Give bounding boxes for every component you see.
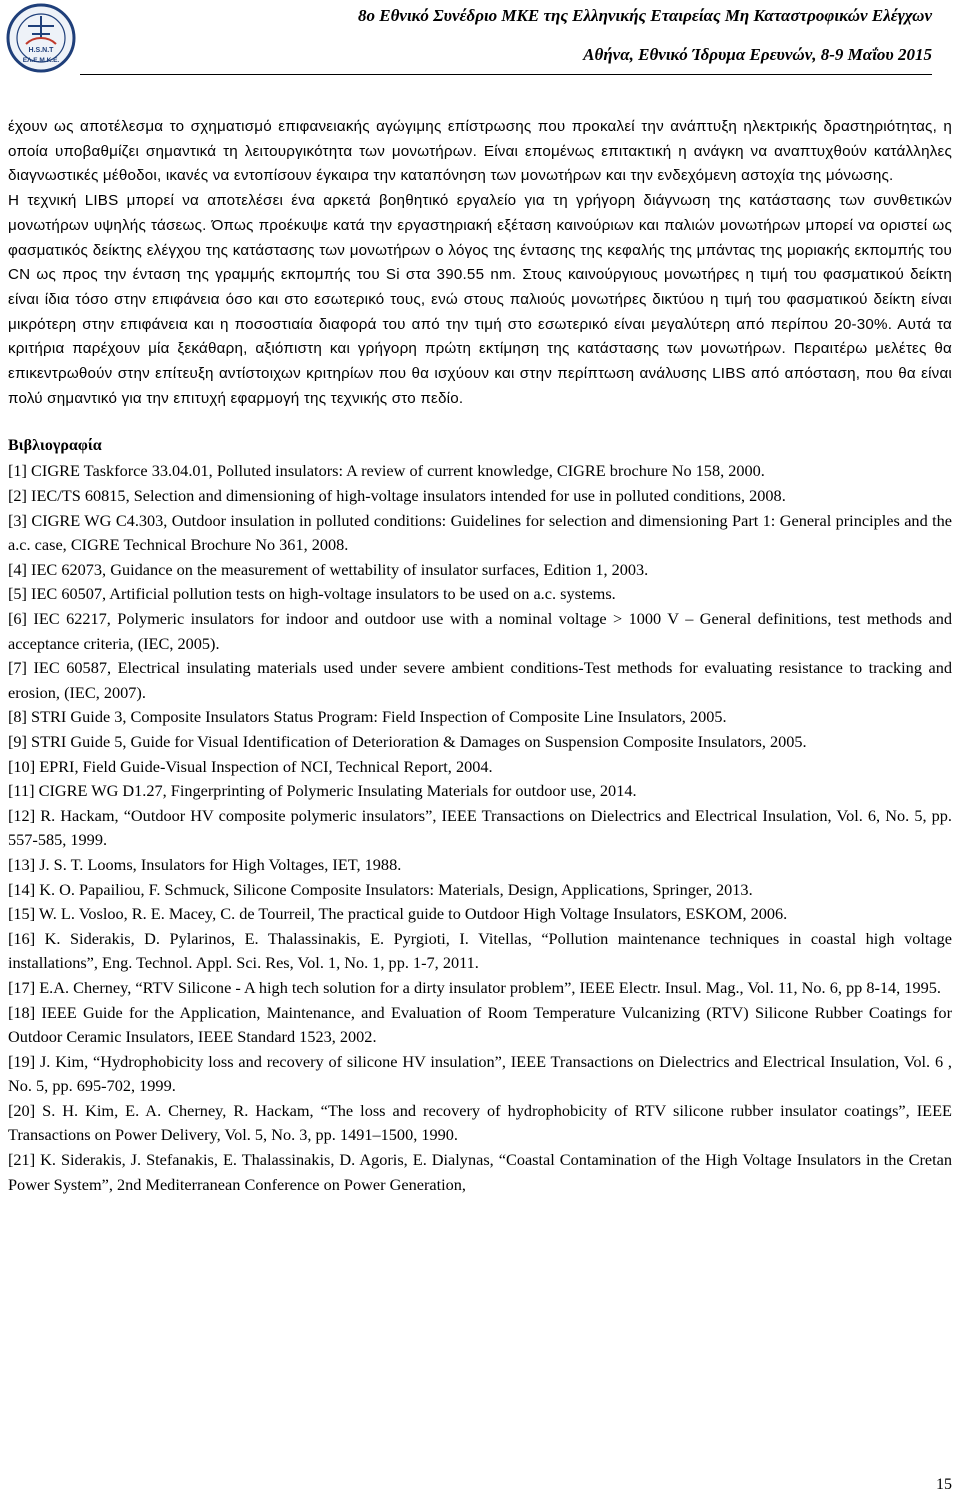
body-paragraph-1: έχουν ως αποτέλεσμα το σχηματισμό επιφανειακής αγώγιμης επίστρωσης που προκαλεί την ανάπτυξη ηλεκτρικής δραστηριότητας, η οποία υποβαθμίζει σημαντικά τη λειτουργικότητα των μονωτήρων. Είναι επομένως επιτακτική η ανάγκη να αναπτυχθούν κατάλληλες διαγνωστικές μέθοδοι, ικανές να εντοπίσουν έγκαιρα την καταπόνηση των μονωτήρων και την ενδεχόμενη αστοχία της μόνωσης. — [8, 118, 952, 185]
reference-item: [19] J. Kim, “Hydrophobicity loss and recovery of silicone HV insulation”, IEEE Transactions on Dielectrics and Electrical Insulation, Vol. 6 , No. 5, pp. 695-702, 1999. — [8, 1051, 952, 1096]
reference-item: [3] CIGRE WG C4.303, Outdoor insulation in polluted conditions: Guidelines for selection and dimensioning Part 1: General principles and the a.c. case, CIGRE Technical Brochure No 361, 2008. — [8, 510, 952, 555]
logo-text-top: H.S.N.T — [28, 47, 54, 54]
conference-title: 8ο Εθνικό Συνέδριο ΜΚΕ της Ελληνικής Εταιρείας Μη Καταστροφικών Ελέγχων — [358, 6, 932, 25]
reference-item: [13] J. S. T. Looms, Insulators for High Voltages, IET, 1988. — [8, 854, 402, 874]
bibliography-heading: Βιβλιογραφία — [8, 437, 102, 455]
hsnt-logo-icon — [6, 2, 76, 74]
reference-item: [2] IEC/TS 60815, Selection and dimensioning of high-voltage insulators intended for use in polluted conditions, 2008. — [8, 486, 786, 506]
reference-item: [7] IEC 60587, Electrical insulating materials used under severe ambient conditions-Test methods for evaluating resistance to tracking and erosion, (IEC, 2007). — [8, 658, 952, 702]
reference-item: [11] CIGRE WG D1.27, Fingerprinting of Polymeric Insulating Materials for outdoor use, 2014. — [8, 781, 637, 801]
reference-item: [18] IEEE Guide for the Application, Maintenance, and Evaluation of Room Temperature Vulcanizing (RTV) Silicone Rubber Coatings for Outdoor Ceramic Insulators, IEEE Standard 1523, 2002. — [8, 1002, 952, 1047]
reference-item: [10] EPRI, Field Guide-Visual Inspection of NCI, Technical Report, 2004. — [8, 756, 493, 776]
reference-item: [17] E.A. Cherney, “RTV Silicone - A high tech solution for a dirty insulator problem”, IEEE Electr. Insul. Mag., Vol. 11, No. 6, pp 8-14, 1995. — [8, 977, 941, 997]
reference-item: [1] CIGRE Taskforce 33.04.01, Polluted insulators: A review of current knowledge, CIGRE brochure No 158, 2000. — [8, 461, 765, 481]
reference-item: [21] K. Siderakis, J. Stefanakis, E. Thalassinakis, D. Agoris, E. Dialynas, “Coastal Contamination of the High Voltage Insulators in the Cretan Power System”, 2nd Mediterranean Conference on Power Generation, — [8, 1150, 952, 1194]
reference-item: [6] IEC 62217, Polymeric insulators for indoor and outdoor use with a nominal voltage > 1000 V – General definitions, test methods and acceptance criteria, (IEC, 2005). — [8, 609, 952, 653]
reference-item: [16] K. Siderakis, D. Pylarinos, E. Thalassinakis, E. Pyrgioti, I. Vitellas, “Pollution maintenance techniques in coastal high voltage installations”, Eng. Technol. Appl. Sci. Res, Vol. 1, No. 1, pp. 1-7, 2011. — [8, 928, 952, 973]
reference-list — [8, 459, 952, 1197]
reference-item: [9] STRI Guide 5, Guide for Visual Identification of Deterioration & Damages on Suspension Composite Insulators, 2005. — [8, 731, 807, 751]
conference-venue: Αθήνα, Εθνικό Ίδρυμα Ερευνών, 8-9 Μαΐου 2015 — [583, 45, 932, 64]
page-header — [0, 0, 960, 80]
body-paragraph-2: Η τεχνική LIBS μπορεί να αποτελέσει ένα αρκετά βοηθητικό εργαλείο για τη γρήγορη διάγνωση της κατάστασης των συνθετικών μονωτήρων υψηλής τάσεως. Όπως προέκυψε κατά την εργαστηριακή εξέταση καινούριων και παλιών μονωτήρων μπορεί να οριστεί ως φασματικός δείκτης ελέγχου της κατάστασης των μονωτήρων ο λόγος της έντασης της κεφαλής της μπάντας της μοριακής εκπομπής του CN ως προς την ένταση της γραμμής εκπομπής του Si στα 390.55 nm. Στους καινούργιους μονωτήρες η τιμή του φασματικού δείκτη είναι ίδια τόσο στην επιφάνεια όσο και στο εσωτερικό τους, ενώ στους παλιούς μονωτήρες δικτύου η τιμή του φασματικού δείκτη είναι μικρότερη στην επιφάνεια και η ποσοστιαία διαφορά του από την τιμή στο εσωτερικό είναι μεγαλύτερη από περίπου 20-30%. Αυτά τα κριτήρια παρέχουν μία ξεκάθαρη, αξιόπιστη και γρήγορη πρώτη εκτίμηση της κατάστασης των μονωτήρων. Περαιτέρω μελέτες θα επικεντρωθούν στην επίτευξη αντίστοιχων κριτηρίων που θα ισχύουν και στην περίπτωση ανάλυσης LIBS από απόσταση, που θα είναι πολύ σημαντικό για την επιτυχή εφαρμογή της τεχνικής στο πεδίο. — [8, 192, 952, 407]
reference-item: [14] K. O. Papailiou, F. Schmuck, Silicone Composite Insulators: Materials, Design, Applications, Springer, 2013. — [8, 879, 753, 899]
page-content — [8, 115, 952, 1197]
logo-text-bottom: ΕΛ.Ε.Μ.Κ.Ε. — [22, 57, 60, 64]
reference-item: [20] S. H. Kim, E. A. Cherney, R. Hackam, “The loss and recovery of hydrophobicity of RTV silicone rubber insulator coatings”, IEEE Transactions on Power Delivery, Vol. 5, No. 3, pp. 1491–1500, 1990. — [8, 1100, 952, 1145]
reference-item: [15] W. L. Vosloo, R. E. Macey, C. de Tourreil, The practical guide to Outdoor High Voltage Insulators, ESKOM, 2006. — [8, 904, 788, 924]
reference-item: [4] IEC 62073, Guidance on the measurement of wettability of insulator surfaces, Edition 1, 2003. — [8, 559, 649, 579]
reference-item: [5] IEC 60507, Artificial pollution tests on high-voltage insulators to be used on a.c. systems. — [8, 584, 616, 604]
reference-item: [12] R. Hackam, “Outdoor HV composite polymeric insulators”, IEEE Transactions on Dielectrics and Electrical Insulation, Vol. 6, No. 5, pp. 557-585, 1999. — [8, 805, 952, 850]
header-divider — [80, 74, 932, 75]
page-number: 15 — [936, 1476, 952, 1493]
reference-item: [8] STRI Guide 3, Composite Insulators Status Program: Field Inspection of Composite Line Insulators, 2005. — [8, 707, 727, 727]
